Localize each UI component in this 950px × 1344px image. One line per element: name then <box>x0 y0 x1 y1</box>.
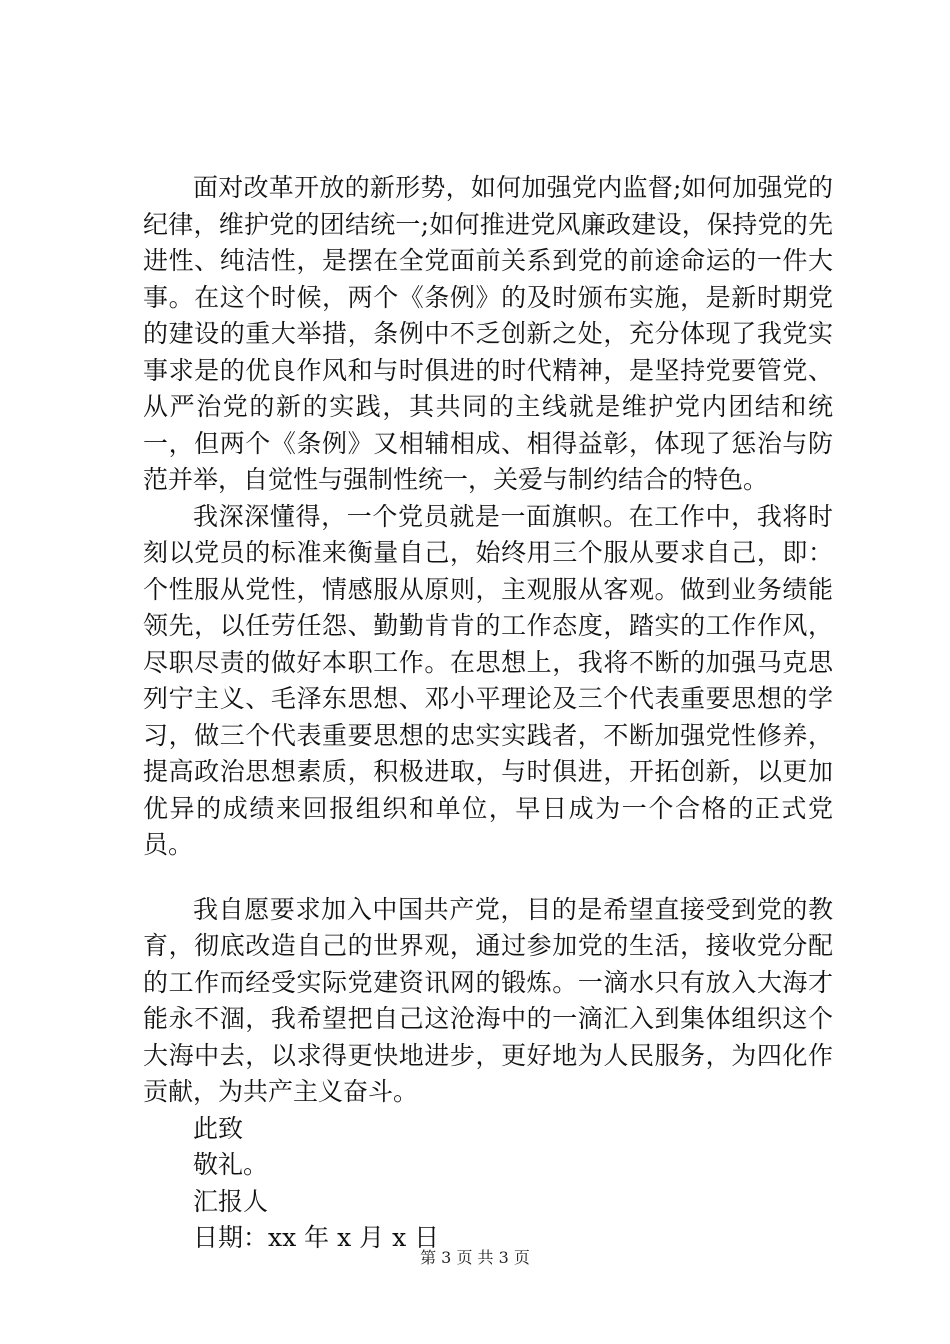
page-indicator: 第 3 页 共 3 页 <box>420 1248 530 1267</box>
paragraph-gap <box>143 864 833 892</box>
paragraph-2: 我深深懂得，一个党员就是一面旗帜。在工作中，我将时刻以党员的标准来衡量自己，始终用三个服从要求自己，即：个性服从党性，情感服从原则，主观服从客观。做到业务绩能领先，以任劳任怨、勤勤肯肯的工作态度，踏实的工作作风，尽职尽责的做好本职工作。在思想上，我将不断的加强马克思列宁主义、毛泽东思想、邓小平理论及三个代表重要思想的学习，做三个代表重要思想的忠实实践者，不断加强党性修养，提高政治思想素质，积极进取，与时俱进，开拓创新，以更加优异的成绩来回报组织和单位，早日成为一个合格的正式党员。 <box>143 501 833 859</box>
paragraph-1: 面对改革开放的新形势，如何加强党内监督;如何加强党的纪律，维护党的团结统一;如何推进党风廉政建设，保持党的先进性、纯洁性，是摆在全党面前关系到党的前途命运的一件大事。在这个时候，两个《条例》的及时颁布实施，是新时期党的建设的重大举措，条例中不乏创新之处，充分体现了我党实事求是的优良作风和与时俱进的时代精神，是坚持党要管党、从严治党的新的实践，其共同的主线就是维护党内团结和统一，但两个《条例》又相辅相成、相得益彰，体现了惩治与防范并举，自觉性与强制性统一，关爱与制约结合的特色。 <box>143 173 833 494</box>
closing-salutation: 此致 <box>193 1113 244 1143</box>
closing-reporter: 汇报人 <box>193 1186 269 1216</box>
document-body <box>143 170 833 1257</box>
page-footer <box>0 1245 950 1268</box>
closing-date: 日期：xx 年 x 月 x 日 <box>193 1223 440 1252</box>
closing-regards: 敬礼。 <box>193 1150 269 1179</box>
paragraph-3: 我自愿要求加入中国共产党，目的是希望直接受到党的教育，彻底改造自己的世界观，通过参加党的生活，接收党分配的工作而经受实际党建资讯网的锻炼。一滴水只有放入大海才能永不涸，我希望把自己这沧海中的一滴汇入到集体组织这个大海中去，以求得更快地进步，更好地为人民服务，为四化作贡献，为共产主义奋斗。 <box>143 894 833 1106</box>
